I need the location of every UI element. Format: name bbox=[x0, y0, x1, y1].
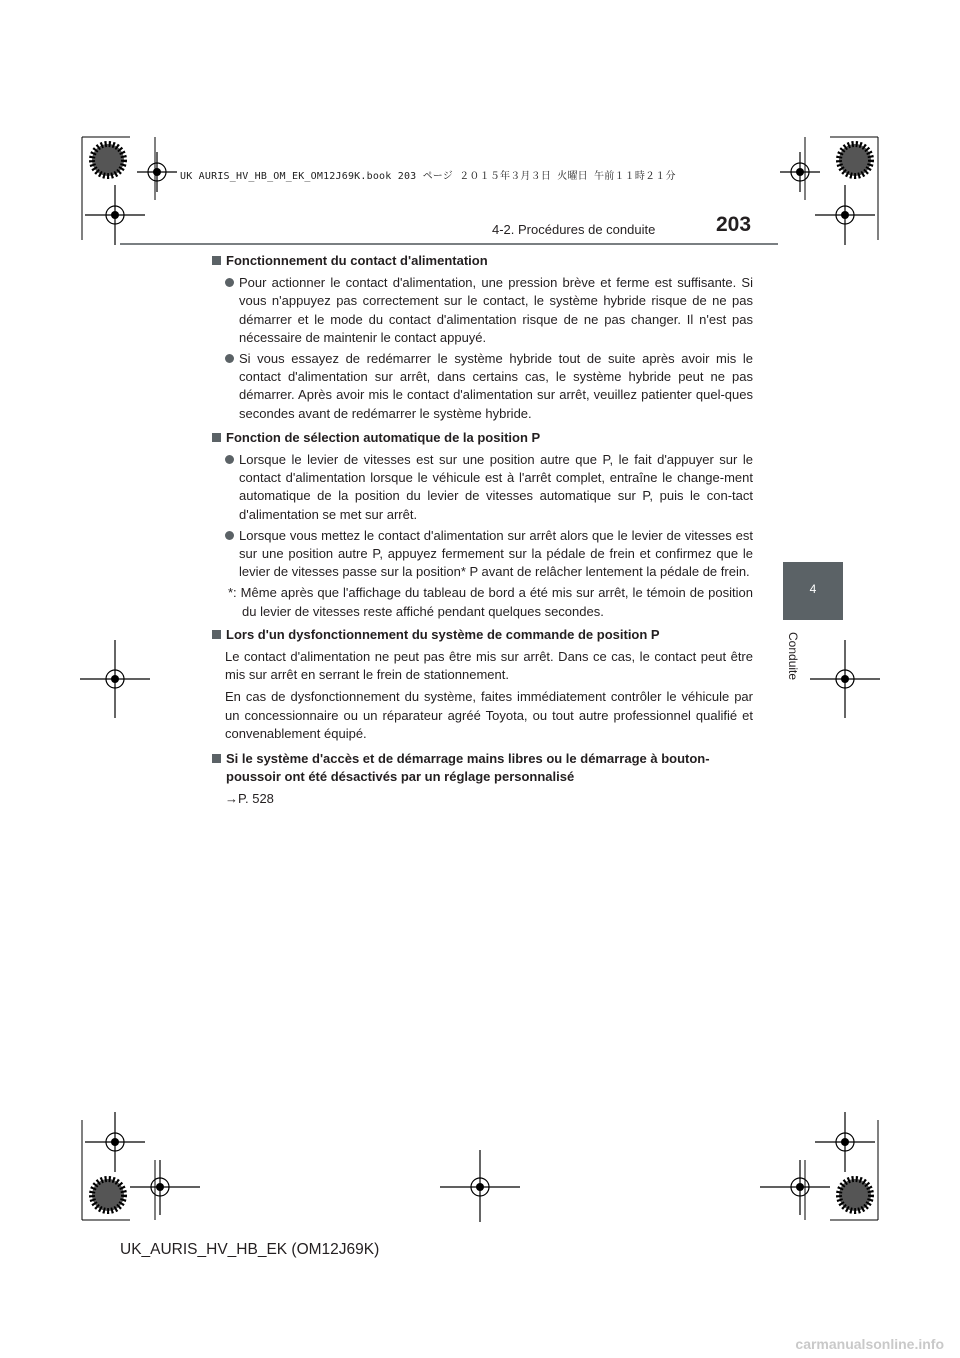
square-bullet-icon bbox=[212, 754, 221, 763]
watermark: carmanualsonline.info bbox=[795, 1336, 944, 1352]
list-item-text: Lorsque le levier de vitesses est sur une position autre que P, le fait d'appuyer sur le contact d'alimentation lorsque le véhicule est à l'arrêt complet, entraîne le change-ment automatique de la position du levier de vitesses automatique sur P, puis le con-tact d'alimentation se met sur arrêt. bbox=[239, 452, 753, 522]
square-bullet-icon bbox=[212, 256, 221, 265]
chapter-tab-label-text: Conduite bbox=[786, 632, 800, 681]
heading-text: Fonctionnement du contact d'alimentation bbox=[226, 253, 488, 268]
circle-bullet-icon bbox=[225, 455, 234, 464]
chapter-tab-label bbox=[786, 632, 806, 692]
square-bullet-icon bbox=[212, 630, 221, 639]
heading-text: Si le système d'accès et de démarrage mains libres ou le démarrage à bouton-poussoir ont été désactivés par un réglage personnalisé bbox=[226, 751, 710, 785]
section-heading bbox=[212, 252, 753, 270]
list-item bbox=[225, 350, 753, 423]
page-content bbox=[212, 252, 753, 809]
section-heading bbox=[212, 429, 753, 447]
section-title: 4-2. Procédures de conduite bbox=[492, 222, 656, 237]
header-rule bbox=[120, 243, 778, 245]
paragraph: En cas de dysfonctionnement du système, faites immédiatement contrôler le véhicule par un concessionnaire ou un réparateur agréé Toyota, ou tout autre professionnel qualifié et convenablement équipé. bbox=[225, 689, 753, 741]
list-item bbox=[225, 527, 753, 582]
page-reference-link[interactable]: →P. 528 bbox=[225, 791, 274, 807]
list-item bbox=[225, 451, 753, 524]
list-item-text: Pour actionner le contact d'alimentation, une pression brève et ferme est suffisante. Si vous n'appuyez pas correctement sur le contact, le système hybride risque de ne pas démarrer et le mode du contact d'alimentation risque de ne pas changer. Il n'est pas nécessaire de maintenir le contact appuyé. bbox=[239, 275, 753, 345]
square-bullet-icon bbox=[212, 433, 221, 442]
heading-text: Fonction de sélection automatique de la position P bbox=[226, 429, 541, 445]
chapter-tab-number: 4 bbox=[809, 582, 817, 596]
chapter-tab bbox=[783, 562, 843, 620]
list-item bbox=[225, 274, 753, 347]
page-number: 203 bbox=[716, 213, 752, 236]
list-item-text: Si vous essayez de redémarrer le système hybride tout de suite après avoir mis le contact d'alimentation sur arrêt, dans certains cas, le système hybride peut ne pas démarrer. Après avoir mis le contact d'alimentation sur arrêt, veuillez patienter quel-ques secondes avant de redémarrer le système hybride. bbox=[239, 351, 753, 421]
heading-text: Lors d'un dysfonctionnement du système de commande de position P bbox=[226, 626, 660, 642]
circle-bullet-icon bbox=[225, 278, 234, 287]
section-heading bbox=[212, 750, 753, 786]
list-item-text: Lorsque vous mettez le contact d'alimentation sur arrêt alors que le levier de vitesses est sur une position autre P, appuyez fermement sur la pédale de frein et confirmez que le levier de vitesses passe sur la position* P avant de relâcher lentement la pédale de frein. bbox=[239, 527, 753, 580]
section-heading bbox=[212, 626, 753, 644]
book-info-line: UK AURIS_HV_HB_OM_EK_OM12J69K.book 203 ページ ２０１５年３月３日 火曜日 午前１１時２１分 bbox=[180, 171, 676, 182]
footer-model-code: UK_AURIS_HV_HB_EK (OM12J69K) bbox=[120, 1241, 380, 1258]
footnote: *: Même après que l'affichage du tableau de bord a été mis sur arrêt, le témoin de position du levier de vitesses reste affiché pendant quelques secondes. bbox=[228, 585, 753, 619]
circle-bullet-icon bbox=[225, 354, 234, 363]
paragraph: Le contact d'alimentation ne peut pas être mis sur arrêt. Dans ce cas, le contact peut être mis sur arrêt en serrant le frein de stationnement. bbox=[225, 649, 753, 683]
circle-bullet-icon bbox=[225, 531, 234, 540]
